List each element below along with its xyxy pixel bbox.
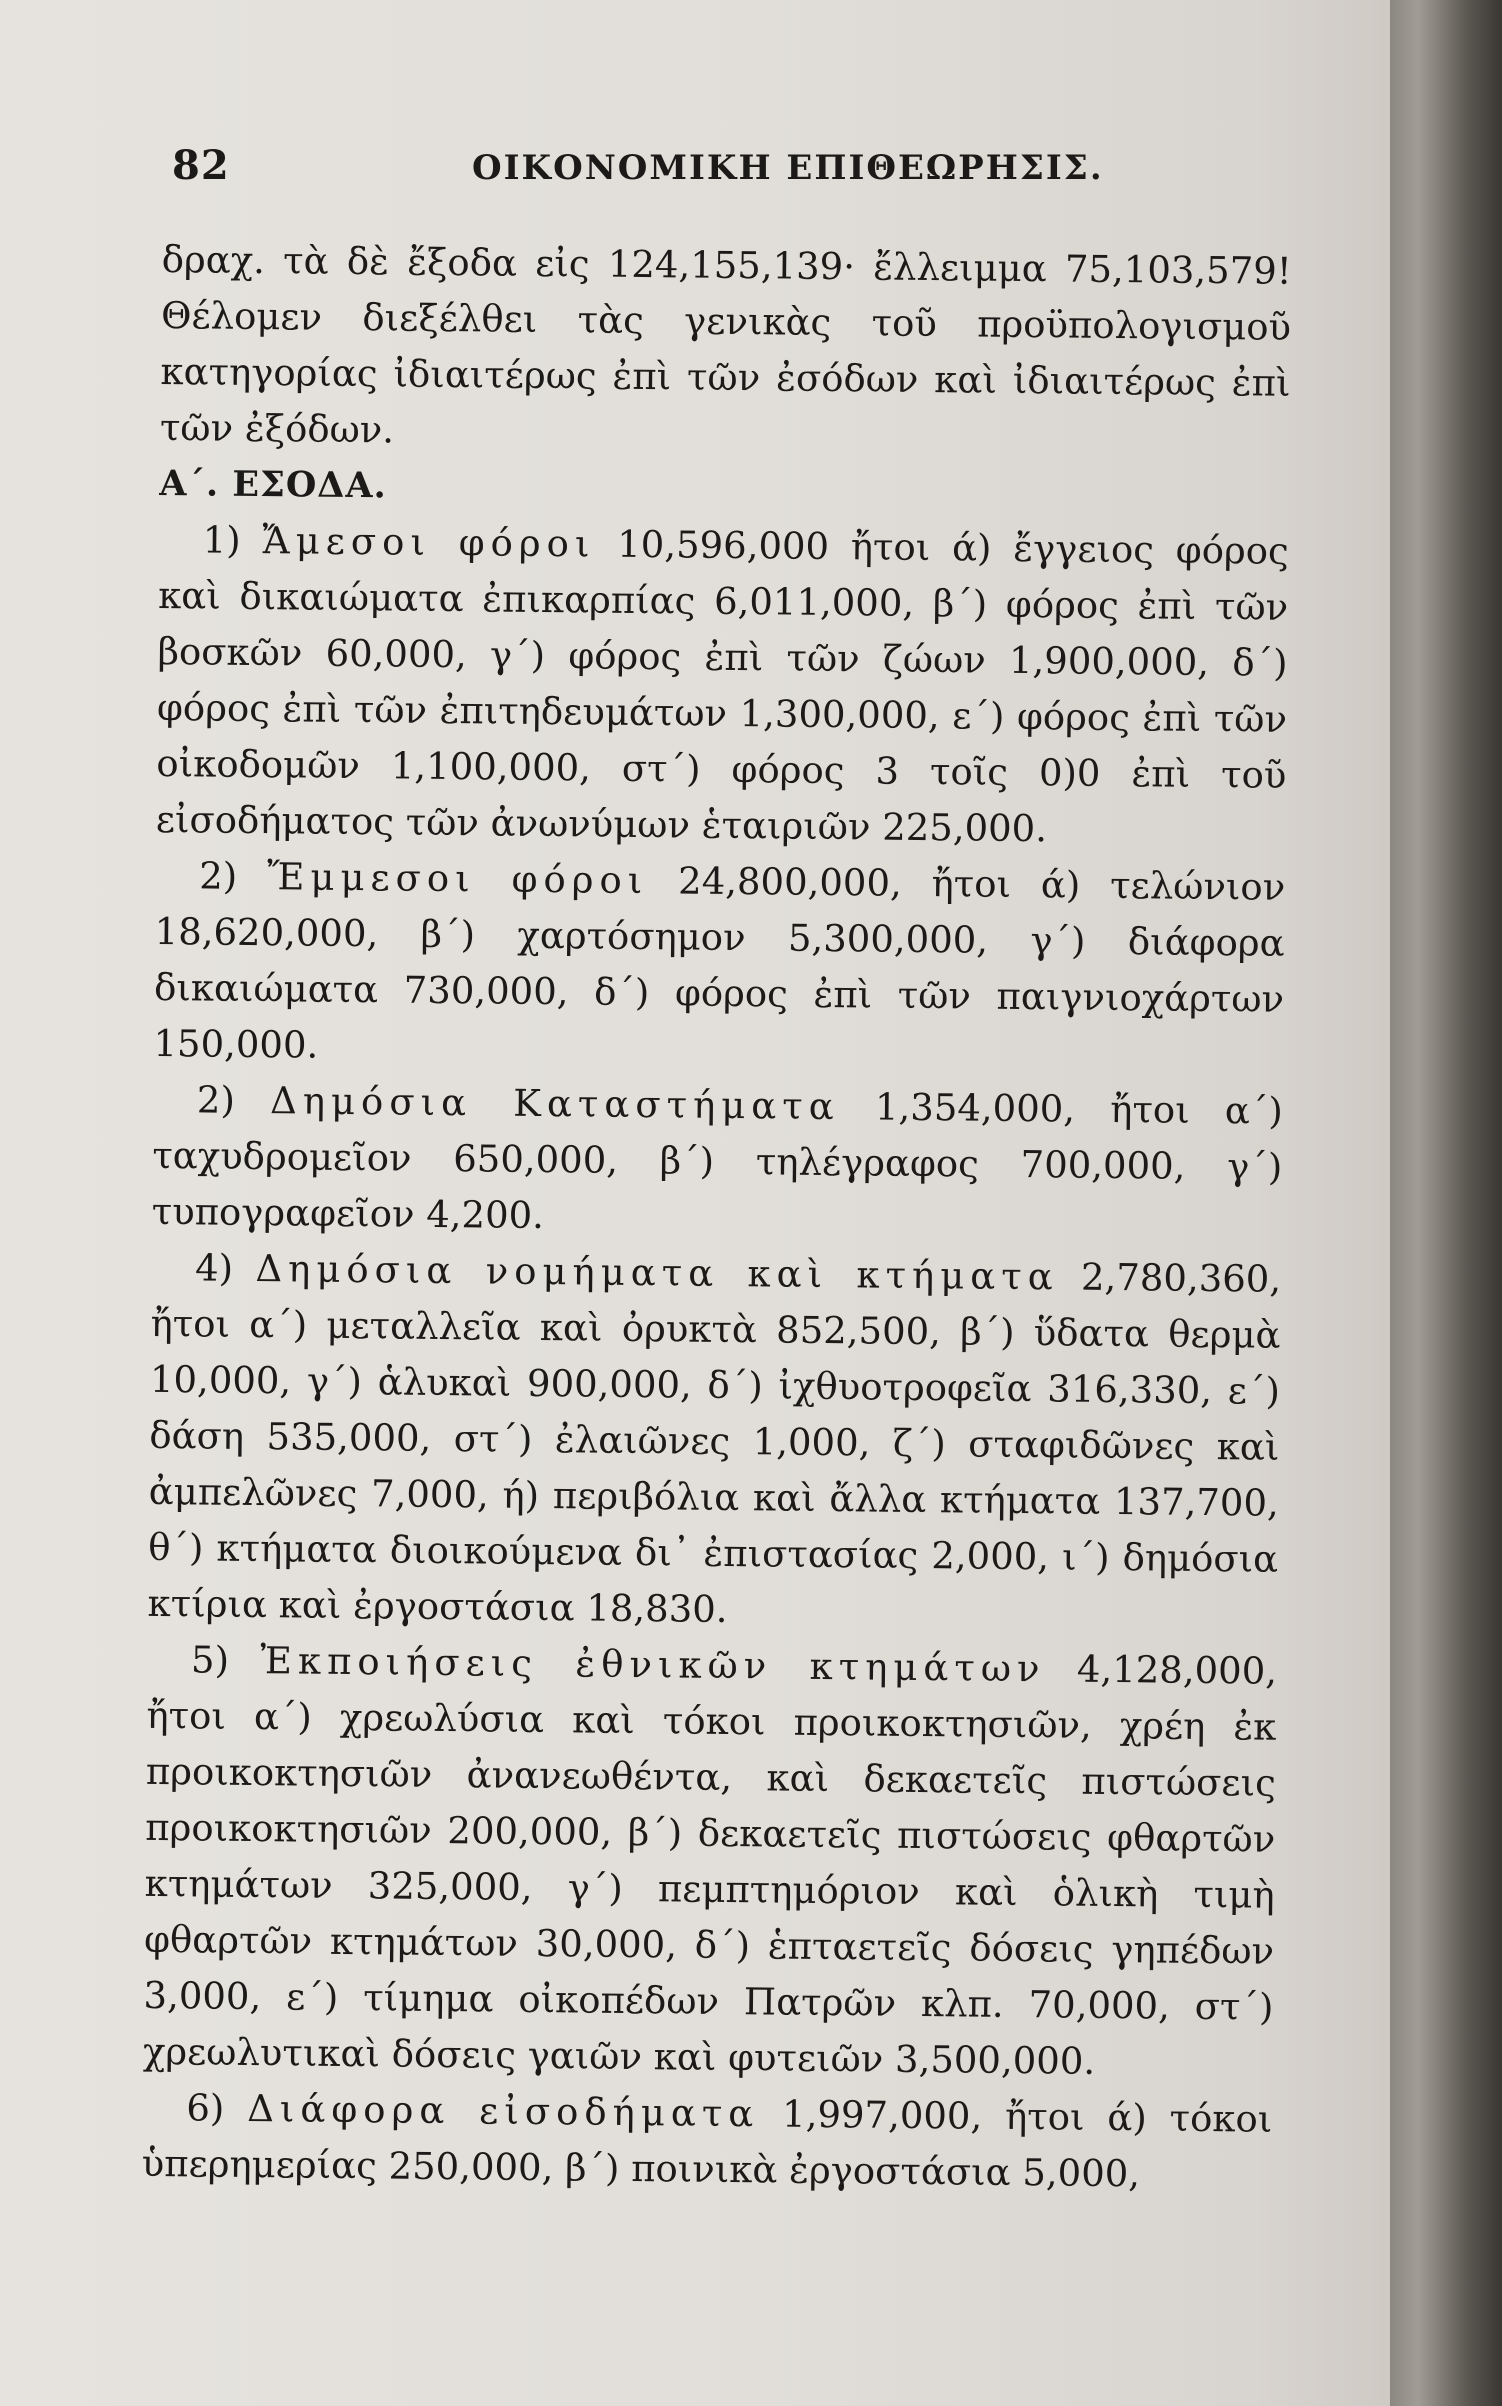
- revenue-item-6: [141, 2080, 1272, 2204]
- item-number: 1): [202, 518, 241, 562]
- item-title: Διάφορα εἰσοδήματα: [246, 2086, 760, 2136]
- item-title: Ἔμμεσοι φόροι: [266, 855, 649, 903]
- book-spine-shadow: [1390, 0, 1502, 2406]
- revenue-item-1: [156, 512, 1289, 860]
- body-text: [141, 232, 1291, 2204]
- section-heading: Α΄. ΕΣΟΔΑ.: [159, 462, 388, 507]
- intro-paragraph: δραχ. τὰ δὲ ἔξοδα εἰς 124,155,139· ἔλλειμμα 75,103,579! Θέλομεν διεξέλθει τὰς γενικὰς τοῦ προϋπολογισμοῦ κατηγορίας ἰδιαιτέρως ἐπὶ τῶν ἐσόδων καὶ ἰδιαιτέρως ἐπὶ τῶν ἐξόδων.: [159, 237, 1292, 452]
- revenue-item-4: [147, 1240, 1281, 1644]
- page-header: [172, 142, 1322, 202]
- item-text: 24,800,000, ἤτοι ά) τελώνιον 18,620,000, β΄) χαρτόσημον 5,300,000, γ΄) διάφορα δικαιώματα 730,000, δ΄) φόρος ἐπὶ τῶν παιγνιοχάρτων 150,000.: [153, 859, 1286, 1067]
- item-text: 4,128,000, ἤτοι α΄) χρεωλύσια καὶ τόκοι προικοκτησιῶν, χρέη ἐκ προικοκτησιῶν ἀνανεωθέντα, καὶ δεκαετεῖς πιστώσεις προικοκτησιῶν 200,000, β΄) δεκαετεῖς πιστώσεις φθαρτῶν κτημάτων 325,000, γ΄) πεμπτημόριον καὶ ὁλικὴ τιμὴ φθαρτῶν κτημάτων 30,000, δ΄) ἑπταετεῖς δόσεις γηπέδων 3,000, ε΄) τίμημα οἰκοπέδων Πατρῶν κλπ. 70,000, στ΄) χρεωλυτικαὶ δόσεις γαιῶν καὶ φυτειῶν 3,500,000.: [142, 1647, 1278, 2083]
- item-title: Ἐκποιήσεις ἐθνικῶν κτημάτων: [260, 1639, 1046, 1691]
- item-number: 6): [186, 2086, 225, 2130]
- item-title: Δημόσια Καταστήματα: [269, 1079, 840, 1129]
- item-number: 4): [194, 1246, 234, 1290]
- revenue-item-3: [151, 1072, 1283, 1252]
- item-number: 2): [196, 1078, 236, 1122]
- item-number: 5): [190, 1638, 230, 1682]
- item-title: Ἄμεσοι φόροι: [262, 519, 596, 566]
- revenue-item-5: [143, 1632, 1278, 2092]
- running-head: ΟΙΚΟΝΟΜΙΚΗ ΕΠΙΘΕΩΡΗΣΙΣ.: [472, 148, 1104, 188]
- revenue-item-2: [153, 848, 1285, 1084]
- item-title: Δημόσια νομήματα καὶ κτήματα: [255, 1247, 1059, 1299]
- item-text: 1,997,000, ἤτοι ά) τόκοι ὑπερημερίας 250,000, β΄) ποινικὰ ἐργοστάσια 5,000,: [141, 2092, 1273, 2196]
- item-text: 1,354,000, ἤτοι α΄) ταχυδρομεῖον 650,000, β΄) τηλέγραφος 700,000, γ΄) τυπογραφεῖον 4,200.: [151, 1085, 1284, 1238]
- item-text: 10,596,000 ἤτοι ά) ἔγγειος φόρος καὶ δικαιώματα ἐπικαρπίας 6,011,000, β΄) φόρος ἐπὶ τῶν βοσκῶν 60,000, γ΄) φόρος ἐπὶ τῶν ζώων 1,900,000, δ΄) φόρος ἐπὶ τῶν ἐπιτηδευμάτων 1,300,000, ε΄) φόρος ἐπὶ τῶν οἰκοδομῶν 1,100,000, στ΄) φόρος 3 τοῖς 0)0 ἐπὶ τοῦ εἰσοδήματος τῶν ἀνωνύμων ἑταιριῶν 225,000.: [155, 522, 1289, 851]
- item-number: 2): [199, 854, 238, 898]
- page-number: 82: [172, 142, 230, 189]
- item-text: 2,780,360, ἤτοι α΄) μεταλλεῖα καὶ ὀρυκτὰ 852,500, β΄) ὕδατα θερμὰ 10,000, γ΄) ἁλυκαὶ 900,000, δ΄) ἰχθυοτροφεῖα 316,330, ε΄) δάση 535,000, στ΄) ἐλαιῶνες 1,000, ζ΄) σταφιδῶνες καὶ ἀμπελῶνες 7,000, ή) περιβόλια καὶ ἄλλα κτήματα 137,700, θ΄) κτήματα διοικούμενα δι᾽ ἐπιστασίας 2,000, ι΄) δημόσια κτίρια καὶ ἐργοστάσια 18,830.: [147, 1255, 1282, 1631]
